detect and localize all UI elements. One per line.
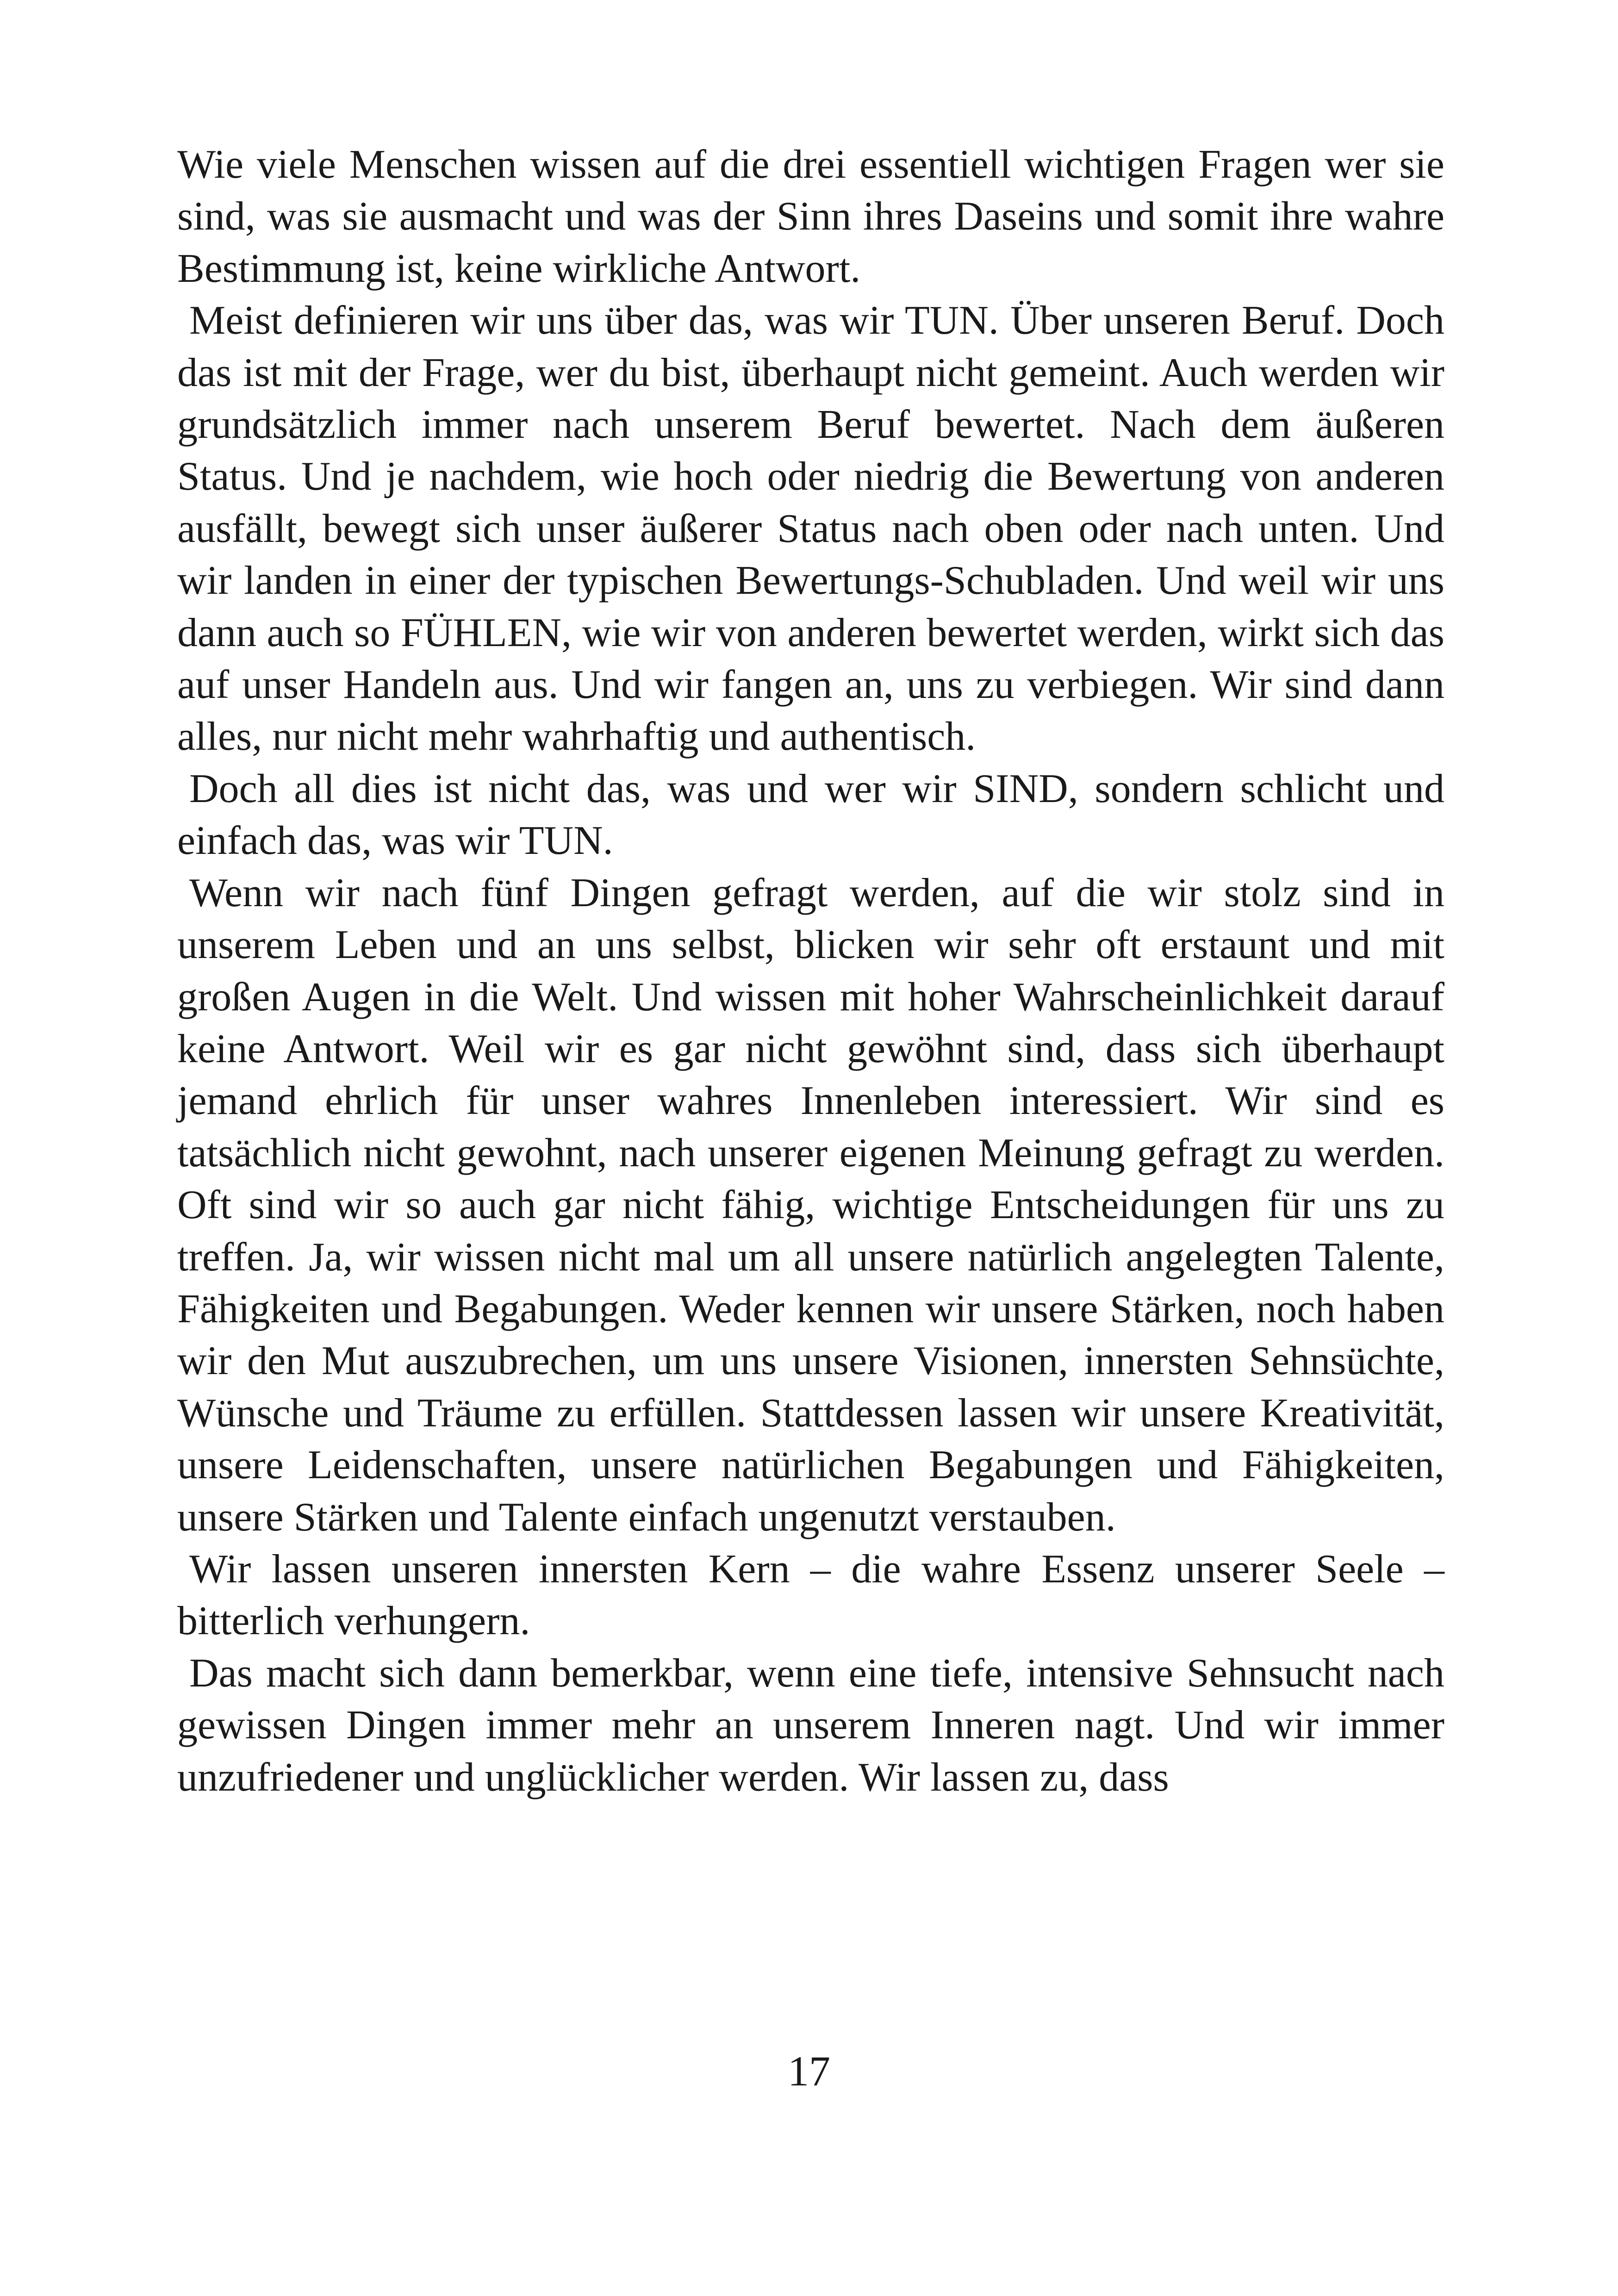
paragraph-3: Doch all dies ist nicht das, was und wer wir SIND, sondern schlicht und einfach das, was wir TUN. — [177, 766, 1444, 864]
paragraph-4: Wenn wir nach fünf Dingen gefragt werden, auf die wir stolz sind in unserem Leben und an uns selbst, blicken wir sehr oft erstaunt und mit großen Augen in die Welt. Und wissen mit hoher Wahrscheinlichkeit darauf keine Antwort. Weil wir es gar nicht gewöhnt sind, dass sich überhaupt jemand ehrlich für unser wahres Innenleben interessiert. Wir sind es tatsächlich nicht gewohnt, nach unserer eigenen Meinung gefragt zu werden. Oft sind wir so auch gar nicht fähig, wichtige Entscheidungen für uns zu treffen. Ja, wir wissen nicht mal um all unsere natürlich angelegten Talente, Fähigkeiten und Begabungen. Weder kennen wir unsere Stärken, noch haben wir den Mut auszubrechen, um uns unsere Visionen, innersten Sehnsüchte, Wünsche und Träume zu erfüllen. Stattdessen lassen wir unsere Kreativität, unsere Leidenschaften, unsere natürlichen Begabungen und Fähigkeiten, unsere Stärken und Talente einfach ungenutzt verstauben. — [177, 870, 1444, 1540]
page-number: 17 — [788, 2047, 830, 2095]
paragraph-5: Wir lassen unseren innersten Kern – die wahre Essenz unserer Seele – bitterlich verhungern. — [177, 1546, 1444, 1644]
body-text — [177, 139, 1444, 1804]
paragraph-6: Das macht sich dann bemerkbar, wenn eine tiefe, intensive Sehnsucht nach gewissen Dingen immer mehr an unserem Inneren nagt. Und wir immer unzufriedener und unglücklicher werden. Wir lassen zu, dass — [177, 1650, 1444, 1800]
paragraph-2: Meist definieren wir uns über das, was wir TUN. Über unseren Beruf. Doch das ist mit der Frage, wer du bist, überhaupt nicht gemeint. Auch werden wir grundsätzlich immer nach unserem Beruf bewertet. Nach dem äußeren Status. Und je nachdem, wie hoch oder niedrig die Bewertung von anderen ausfällt, bewegt sich unser äußerer Status nach oben oder nach unten. Und wir landen in einer der typischen Bewertungs-Schubladen. Und weil wir uns dann auch so FÜHLEN, wie wir von anderen bewertet werden, wirkt sich das auf unser Handeln aus. Und wir fangen an, uns zu verbiegen. Wir sind dann alles, nur nicht mehr wahrhaftig und authentisch. — [177, 298, 1444, 759]
paragraph-1: Wie viele Menschen wissen auf die drei essentiell wichtigen Fragen wer sie sind, was sie ausmacht und was der Sinn ihres Daseins und somit ihre wahre Bestimmung ist, keine wirkliche Antwort. — [177, 142, 1444, 291]
